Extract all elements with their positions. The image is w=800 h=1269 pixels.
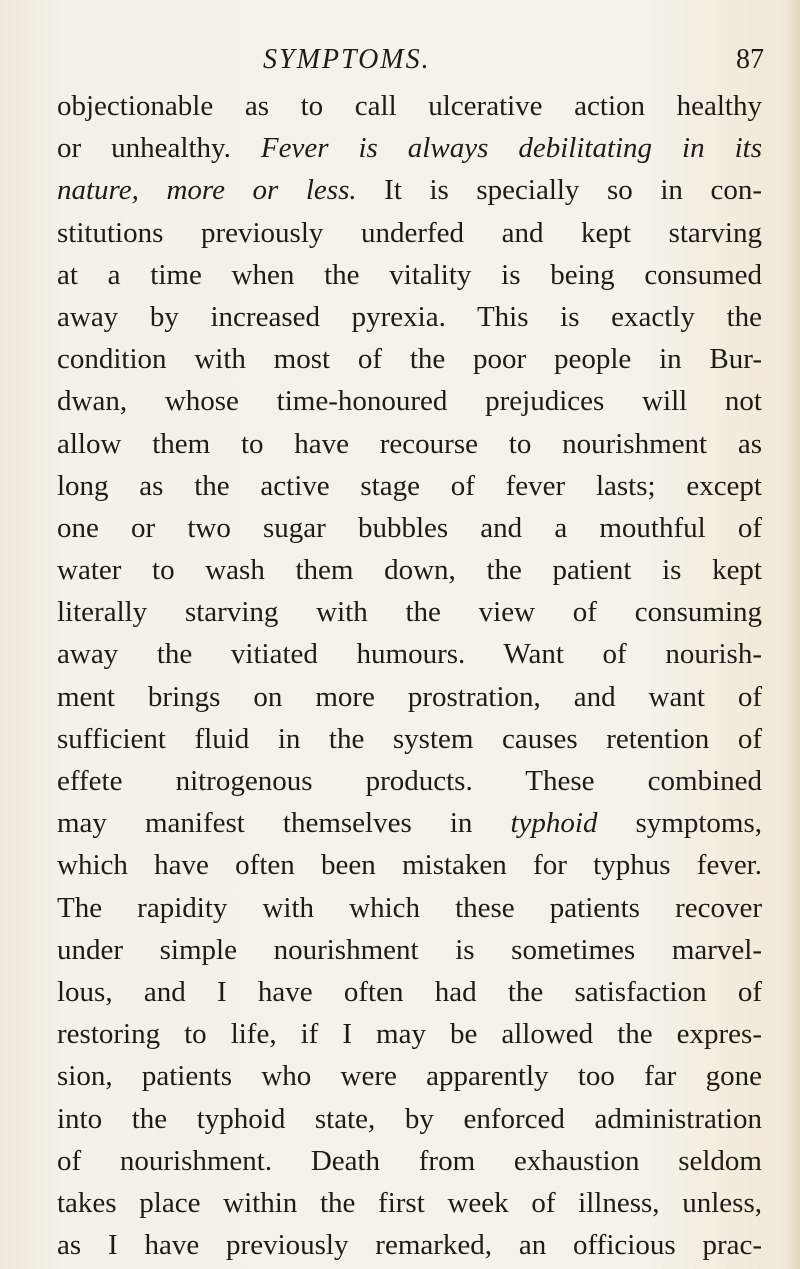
text-line	[57, 760, 762, 802]
text-segment: effete nitrogenous products. These combined	[57, 765, 762, 797]
text-segment: condition with most of the poor people in Bur-	[57, 343, 762, 376]
text-line	[57, 802, 762, 844]
text-line	[57, 1098, 762, 1140]
text-line	[57, 844, 762, 886]
text-line	[57, 929, 762, 971]
text-line	[57, 169, 762, 211]
text-segment: allow them to have recourse to nourishment as	[57, 427, 762, 460]
text-segment: may manifest themselves in	[57, 807, 511, 840]
italic-text-segment: nature, more or less.	[57, 174, 357, 207]
text-segment: away by increased pyrexia. This is exactly the	[57, 300, 762, 333]
text-line	[57, 549, 762, 591]
page-number: 87	[736, 44, 764, 75]
text-segment: lous, and I have often had the satisfaction of	[57, 975, 762, 1008]
text-line	[57, 633, 762, 675]
text-line	[57, 1224, 762, 1266]
text-line	[57, 591, 762, 633]
text-line	[57, 127, 762, 169]
text-segment: sufficient fluid in the system causes retention of	[57, 722, 762, 755]
running-title: SYMPTOMS.	[263, 44, 431, 75]
text-line	[57, 212, 762, 254]
text-segment: long as the active stage of fever lasts; except	[57, 469, 762, 502]
text-segment: away the vitiated humours. Want of nourish-	[57, 638, 762, 671]
running-head	[0, 40, 800, 80]
text-segment: as I have previously remarked, an officious prac-	[57, 1229, 762, 1262]
text-segment: under simple nourishment is sometimes marvel-	[57, 933, 762, 966]
text-line	[57, 507, 762, 549]
text-segment: or unhealthy.	[57, 132, 261, 165]
text-segment: water to wash them down, the patient is kept	[57, 554, 762, 587]
italic-text-segment: Fever is always debilitating in its	[260, 132, 762, 165]
text-line	[57, 718, 762, 760]
text-line	[57, 1055, 762, 1097]
text-segment: symptoms,	[597, 807, 763, 840]
text-segment: dwan, whose time-honoured prejudices will not	[57, 385, 762, 418]
text-line	[57, 1140, 762, 1182]
text-line	[57, 85, 762, 127]
text-segment: literally starving with the view of consuming	[57, 596, 762, 629]
text-line	[57, 971, 762, 1013]
text-segment: ment brings on more prostration, and want of	[57, 680, 762, 713]
text-segment: The rapidity with which these patients recover	[57, 891, 762, 924]
text-line	[57, 1013, 762, 1055]
text-segment: into the typhoid state, by enforced administration	[57, 1102, 762, 1135]
text-line	[57, 254, 762, 296]
text-segment: of nourishment. Death from exhaustion seldom	[57, 1144, 762, 1177]
text-segment: stitutions previously underfed and kept starving	[57, 216, 762, 249]
text-line	[57, 296, 762, 338]
text-line	[57, 380, 762, 422]
text-segment: one or two sugar bubbles and a mouthful of	[57, 511, 762, 544]
text-line	[57, 465, 762, 507]
text-segment: sion, patients who were apparently too far gone	[57, 1060, 762, 1093]
page-edge-shadow	[786, 0, 800, 1269]
text-segment: takes place within the first week of illness, unless,	[57, 1186, 762, 1219]
text-segment: restoring to life, if I may be allowed the expres-	[57, 1018, 762, 1051]
text-line	[57, 423, 762, 465]
text-segment: objectionable as to call ulcerative action healthy	[57, 90, 762, 122]
text-line	[57, 1182, 762, 1224]
text-segment: at a time when the vitality is being consumed	[57, 258, 762, 291]
text-segment: which have often been mistaken for typhus fever.	[57, 849, 762, 882]
body-text	[57, 85, 762, 1266]
text-line	[57, 676, 762, 718]
text-line	[57, 887, 762, 929]
text-segment: It is specially so in con-	[356, 174, 762, 207]
text-line	[57, 338, 762, 380]
italic-text-segment: typhoid	[510, 807, 598, 840]
